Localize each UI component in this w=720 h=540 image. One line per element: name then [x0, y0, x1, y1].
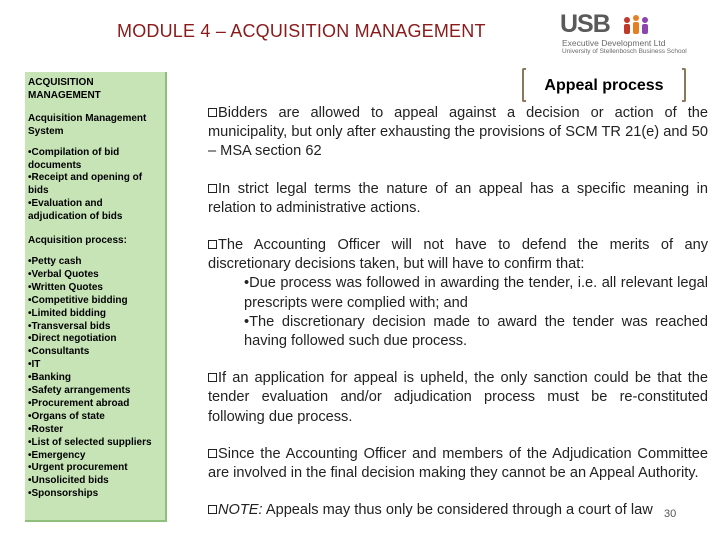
sidebar-process-item: •Organs of state — [28, 410, 105, 422]
bullet-paragraph — [208, 104, 708, 162]
logo-subtitle: Executive Development Ltd — [562, 38, 666, 48]
paragraph-text: The Accounting Officer will not have to defend the merits of any discretionary decisions taken, but will have to confirm that: — [208, 237, 708, 273]
sidebar-process-item: •Urgent procurement — [28, 462, 128, 474]
paragraph-text: Bidders are allowed to appeal against a decision or action of the municipality, but only after exhausting the provisions of SCM TR 21(e) and 50 – MSA section 62 — [208, 105, 708, 160]
sidebar-process-item: •Petty cash — [28, 255, 82, 267]
checkbox-bullet-icon — [208, 108, 217, 117]
bullet-paragraph — [208, 369, 708, 427]
main-content — [208, 104, 708, 520]
sidebar-system-item: •Compilation of bid documents — [28, 146, 120, 171]
sidebar-process-item: •Limited bidding — [28, 307, 106, 319]
heading-bracket-right — [682, 68, 686, 102]
sub-bullet: •Due process was followed in awarding the tender, i.e. all relevant legal prescripts were complied with; and — [244, 275, 708, 311]
note-paragraph — [208, 501, 708, 520]
page-number: 30 — [664, 508, 677, 520]
sidebar-process-item: •Written Quotes — [28, 281, 103, 293]
section-heading: Appeal process — [544, 77, 664, 94]
sidebar-process-item: •Transversal bids — [28, 320, 111, 332]
note-label: NOTE: — [218, 502, 263, 519]
paragraph-text: In strict legal terms the nature of an appeal has a specific meaning in relation to administrative actions. — [208, 180, 708, 216]
bullet-paragraph — [208, 445, 708, 483]
sidebar-process-item: •Procurement abroad — [28, 397, 130, 409]
sidebar-process-item: •Emergency — [28, 449, 86, 461]
slide-title: MODULE 4 – ACQUISITION MANAGEMENT — [117, 21, 486, 41]
sidebar-system-item: •Evaluation and adjudication of bids — [28, 198, 123, 223]
bullet-paragraph — [208, 236, 708, 274]
logo-university: University of Stellenbosch Business School — [562, 48, 687, 55]
logo-wordmark: USB — [560, 10, 610, 38]
paragraph-text: If an application for appeal is upheld, the only sanction could be that the tender evaluation and/or adjudication process must be re-constituted following due process. — [208, 370, 708, 425]
usb-logo — [560, 10, 705, 55]
checkbox-bullet-icon — [208, 373, 217, 382]
sidebar-process-label: Acquisition process: — [28, 235, 127, 247]
sidebar-system-item: •Receipt and opening of bids — [28, 172, 143, 197]
sidebar-panel — [25, 72, 167, 522]
sidebar-process-item: •Unsolicited bids — [28, 475, 109, 487]
note-text: Appeals may thus only be considered through a court of law — [262, 502, 653, 519]
sidebar-process-item: •Roster — [28, 423, 64, 435]
sidebar-heading: ACQUISITION MANAGEMENT — [28, 77, 101, 101]
bullet-paragraph — [208, 180, 708, 218]
sidebar-process-item: •Direct negotiation — [28, 333, 117, 345]
sidebar-process-item: •Safety arrangements — [28, 385, 131, 397]
checkbox-bullet-icon — [208, 240, 217, 249]
sidebar-process-item: •Consultants — [28, 346, 90, 358]
paragraph-text: Since the Accounting Officer and members of the Adjudication Committee are involved in the final decision making they cannot be an Appeal Authority. — [208, 445, 708, 482]
checkbox-bullet-icon — [208, 505, 217, 514]
checkbox-bullet-icon — [208, 184, 217, 193]
sidebar-process-list — [28, 256, 161, 501]
sidebar-process-item: •Competitive bidding — [28, 294, 128, 306]
sidebar-process-item: •Sponsorships — [28, 488, 99, 500]
sidebar-process-item: •Banking — [28, 372, 71, 384]
sub-bullet: •The discretionary decision made to award the tender was reached having followed such due process. — [244, 313, 708, 350]
sidebar-process-item: •Verbal Quotes — [28, 268, 99, 280]
sidebar-system-label: Acquisition Management System — [28, 112, 147, 137]
sidebar-process-item: •List of selected suppliers — [28, 436, 152, 448]
sidebar-system-list — [28, 147, 161, 224]
sidebar-process-item: •IT — [28, 359, 41, 371]
logo-people-icon — [622, 14, 672, 36]
checkbox-bullet-icon — [208, 449, 217, 458]
